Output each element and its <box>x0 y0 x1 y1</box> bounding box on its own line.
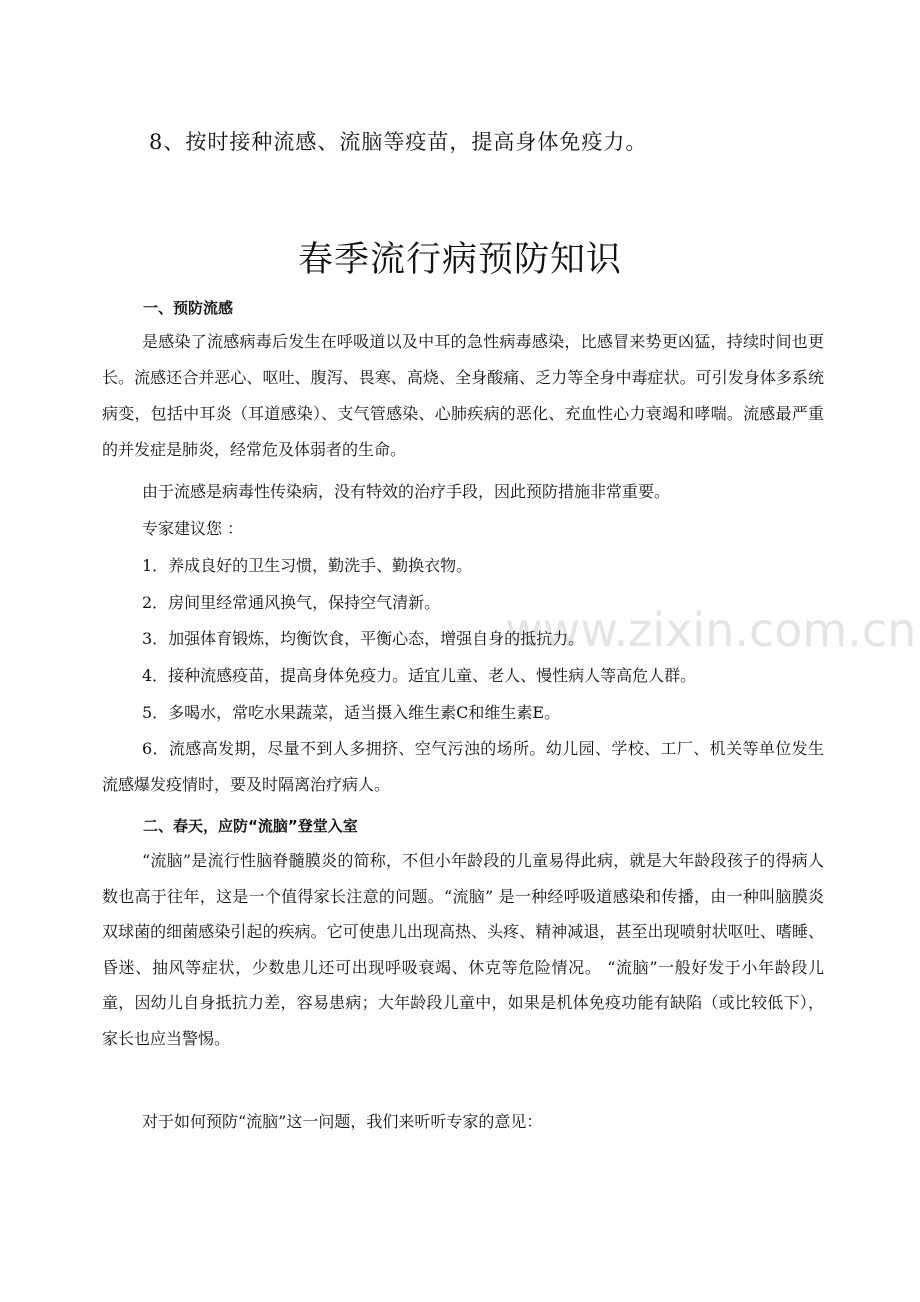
expert-opinion-intro: 对于如何预防“流脑”这一问题，我们来听听专家的意见： <box>142 1112 543 1131</box>
prior-list-item: 8、按时接种流感、流脑等疫苗，提高身体免疫力。 <box>149 130 648 154</box>
section-heading-meningitis: 二、春天，应防“流脑”登堂入室 <box>143 817 358 835</box>
advice-item-2: 2．房间里经常通风换气，保持空气清新。 <box>142 593 441 612</box>
advice-item-6: 6．流感高发期，尽量不到人多拥挤、空气污浊的场所。幼儿园、学校、工厂、机关等单位发生流感爆发疫情时，要及时隔离治疗病人。 <box>102 739 824 794</box>
advice-item-1: 1．养成良好的卫生习惯，勤洗手、勤换衣物。 <box>142 556 473 575</box>
watermark: www.zixin.com.cn <box>505 603 917 657</box>
meningitis-description-paragraph: “流脑”是流行性脑脊髓膜炎的简称，不但小年龄段的儿童易得此病，就是大年龄段孩子的得病人数也高于往年，这是一个值得家长注意的问题。“流脑” 是一种经呼吸道感染和传播，由一种叫脑膜炎双球菌的细菌感染引起的疾病。它可使患儿出现高热、头疼、精神减退，甚至出现喷射状呕吐、嗜睡、昏迷、抽风等症状，少数患儿还可出现呼吸衰竭、休克等危险情况。 “流脑”一般好发于小年龄段儿童，因幼儿自身抵抗力差，容易患病；大年龄段儿童中，如果是机体免疫功能有缺陷（或比较低下），家长也应当警惕。 <box>102 851 824 1048</box>
advice-item-5: 5．多喝水，常吃水果蔬菜，适当摄入维生素C和维生素E。 <box>142 703 561 722</box>
flu-description-paragraph: 是感染了流感病毒后发生在呼吸道以及中耳的急性病毒感染，比感冒来势更凶猛，持续时间也更长。流感还合并恶心、呕吐、腹泻、畏寒、高烧、全身酸痛、乏力等全身中毒症状。可引发身体多系统病变，包括中耳炎（耳道感染）、支气管感染、心肺疾病的恶化、充血性心力衰竭和哮喘。流感最严重的并发症是肺炎，经常危及体弱者的生命。 <box>102 332 824 459</box>
advice-item-3: 3．加强体育锻炼，均衡饮食，平衡心态，增强自身的抵抗力。 <box>142 629 585 648</box>
page-title: 春季流行病预防知识 <box>297 240 622 280</box>
section-heading-flu: 一、预防流感 <box>143 299 234 317</box>
advice-item-4: 4．接种流感疫苗，提高身体免疫力。适宜儿童、老人、慢性病人等高危人群。 <box>142 666 697 685</box>
flu-prevention-importance: 由于流感是病毒性传染病，没有特效的治疗手段，因此预防措施非常重要。 <box>142 482 671 501</box>
advice-intro: 专家建议您 ： <box>142 519 244 538</box>
